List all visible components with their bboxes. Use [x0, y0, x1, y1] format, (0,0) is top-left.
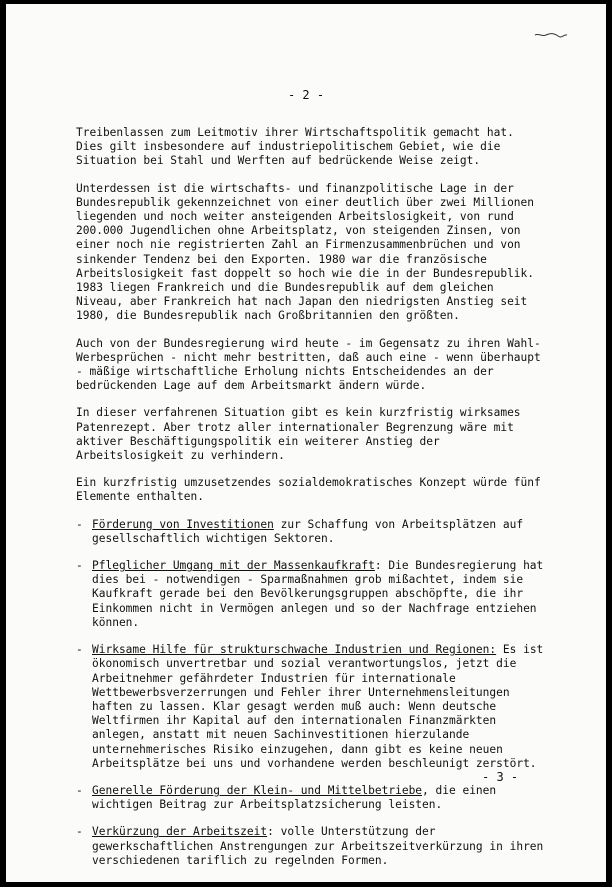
- list-item: [76, 825, 546, 868]
- next-page-marker: - 3 -: [482, 770, 519, 784]
- paragraph: Unterdessen ist die wirtschafts- und finanzpolitische Lage in der Bundesrepublik gekennzeichnet von einer deutlich über zwei Millionen liegenden und noch weiter ansteigenden Arbeitslosigkeit, von rund 200.000 Jugendlichen ohne Arbeitsplatz, von steigenden Zinsen, von einer noch nie registrierten Zahl an Firmenzusammenbrüchen und von sinkender Tendenz bei den Exporten. 1980 war die französische Arbeitslosigkeit fast doppelt so hoch wie die in der Bundesrepublik. 1983 liegen Frankreich und die Bundesrepublik auf dem gleichen Niveau, aber Frankreich hat nach Japan den niedrigsten Anstieg seit 1980, die Bundesrepublik nach Großbritannien den größten.: [76, 181, 535, 323]
- page-number: - 2 -: [287, 88, 325, 102]
- list-dash: -: [76, 783, 83, 797]
- list-dash: -: [76, 517, 83, 531]
- paragraph: In dieser verfahrenen Situation gibt es kein kurzfristig wirksames Patenrezept. Aber trotz aller internationaler Begrenzung wäre mit aktiver Beschäftigungspolitik ein weiterer Anstieg der Arbeitslosigkeit zu verhindern.: [76, 406, 521, 463]
- paragraph: Treibenlassen zum Leitmotiv ihrer Wirtschaftspolitik gemacht hat. Dies gilt insbesondere auf industriepolitischem Gebiet, wie die Situation bei Stahl und Werften auf bedrückende Weise zeigt.: [76, 126, 514, 168]
- list-item-text: : volle Unterstützung der gewerkschaftlichen Anstrengungen zur Arbeitszeitverkürzung in ihren verschiedenen tariflich zu regelnden Formen.: [92, 825, 544, 867]
- corner-scribble-mark: [534, 32, 568, 38]
- list-dash: -: [76, 825, 83, 839]
- document-page: [6, 4, 606, 882]
- list-dash: -: [76, 559, 83, 573]
- list-item: [76, 784, 546, 812]
- list-item-text: zur Schaffung von Arbeitsplätzen auf gesellschaftlich wichtigen Sektoren.: [92, 517, 524, 545]
- list-item-text: Es ist ökonomisch unvertretbar und sozial verantwortungslos, jetzt die Arbeitnehmer gefährdeter Industrien für internationale Wettbewerbsverzerrungen und Fehler ihrer Unternehmensleitungen haften zu lassen. Klar gesagt werden muß auch: Wenn deutsche Weltfirmen ihr Kapital auf den internationalen Finanzmärkten anlegen, anstatt mit neuen Sachinvestitionen hierzulande unternehmerisches Risiko einzugehen, dann gibt es keine neuen Arbeitsplätze bei uns und vorhandene werden beschleunigt zerstört.: [92, 643, 544, 770]
- list-item-heading: Verkürzung der Arbeitszeit: [92, 825, 268, 839]
- list-dash: -: [76, 643, 83, 657]
- list-item-heading: Wirksame Hilfe für strukturschwache Industrien und Regionen:: [92, 643, 497, 657]
- paragraph: Ein kurzfristig umzusetzendes sozialdemokratisches Konzept würde fünf Elemente enthalten.: [76, 476, 541, 504]
- paragraph: Auch von der Bundesregierung wird heute - im Gegensatz zu ihren Wahl-Werbesprüchen - nicht mehr bestritten, daß auch eine - wenn überhaupt - mäßige wirtschaftliche Erholung nichts Entscheidendes an der bedrückenden Lage auf dem Arbeitsmarkt ändern würde.: [76, 336, 541, 393]
- list-item: [76, 643, 546, 771]
- list-item-heading: Pfleglicher Umgang mit der Massenkaufkraft: [92, 559, 375, 573]
- list-item: [76, 559, 546, 630]
- document-body: [76, 126, 546, 881]
- list-item: [76, 518, 546, 546]
- list-item-text: , die einen wichtigen Beitrag zur Arbeitsplatzsicherung leisten.: [92, 783, 497, 812]
- list-item-heading: Generelle Förderung der Klein- und Mittelbetriebe: [92, 783, 423, 797]
- list-item-text: : Die Bundesregierung hat dies bei - notwendigen - Sparmaßnahmen grob mißachtet, indem sie Kaufkraft gerade bei den Bevölkerungsgruppen abschöpfte, die ihr Einkommen nicht in Vermögen anlegen und so der Nachfrage entziehen können.: [92, 559, 544, 629]
- list-item-heading: Förderung von Investitionen: [92, 517, 274, 531]
